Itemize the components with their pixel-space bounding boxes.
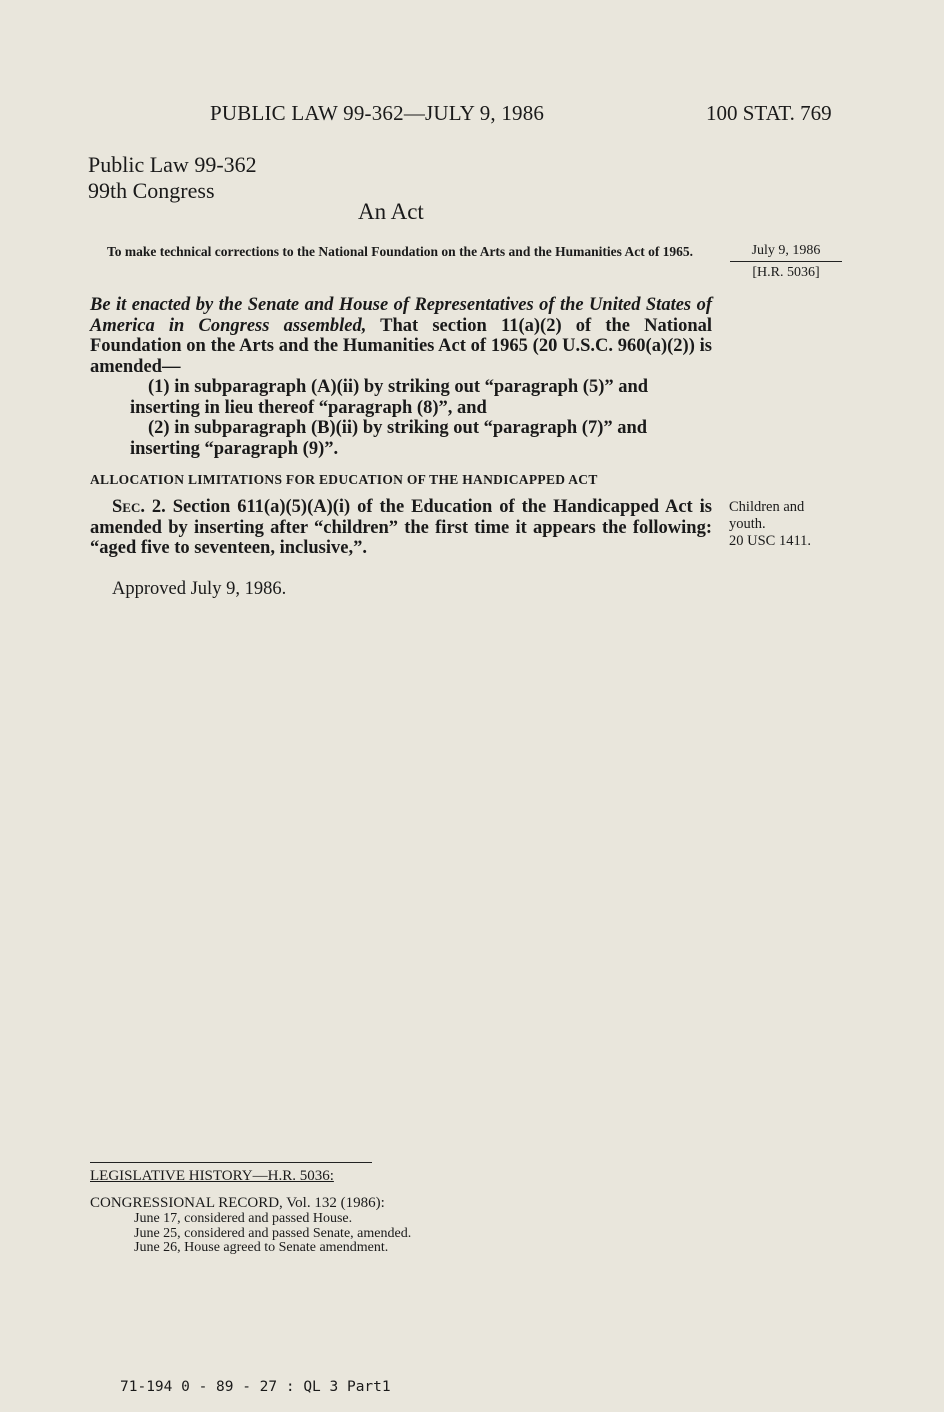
divider xyxy=(90,1162,372,1163)
bill-number: [H.R. 5036] xyxy=(752,265,820,280)
amendment-item xyxy=(90,418,712,459)
legislative-history-title xyxy=(90,1168,334,1185)
enactment-date-note xyxy=(730,240,842,283)
congress-number: 99th Congress xyxy=(88,178,215,203)
section-body: Section 611(a)(5)(A)(i) of the Education of the Handicapped Act is amended by inserting after “children” the first time it appears the following: “aged five to seventeen, inclusive,”. xyxy=(90,497,712,558)
amendment-line: (1) in subparagraph (A)(ii) by striking out “paragraph (5)” and xyxy=(148,377,649,397)
margin-note-line: Children and xyxy=(729,499,805,515)
legislative-history-entries xyxy=(134,1212,411,1256)
margin-note xyxy=(729,499,839,550)
margin-note-line: youth. xyxy=(729,516,766,532)
running-header-stat: 100 STAT. 769 xyxy=(706,101,832,125)
act-heading: An Act xyxy=(358,199,424,224)
section-2-text xyxy=(90,497,712,559)
act-purpose: To make technical corrections to the National Foundation on the Arts and the Humanities Act of 1965. xyxy=(106,244,694,259)
approval-date: Approved July 9, 1986. xyxy=(112,579,287,599)
enacting-clause-text: That section 11(a)(2) of the National Foundation on the Arts and the Humanities Act of 1965 (20 U.S.C. 960(a)(2)) is amended— xyxy=(90,315,712,377)
enacting-clause-italic: Be it enacted by the Senate and House of Representatives of the United States of America in Congress assembled, xyxy=(90,295,712,336)
legislative-history-title-text: LEGISLATIVE HISTORY—H.R. 5036: xyxy=(90,1168,334,1184)
section-label: Sec. 2. xyxy=(112,497,166,517)
list-item: June 26, House agreed to Senate amendment. xyxy=(134,1240,389,1255)
section-heading: ALLOCATION LIMITATIONS FOR EDUCATION OF THE HANDICAPPED ACT xyxy=(90,472,598,487)
amendment-line: inserting in lieu thereof “paragraph (8)”, and xyxy=(130,397,487,418)
enacting-clause xyxy=(90,295,712,377)
enactment-date: July 9, 1986 xyxy=(730,240,842,262)
amendment-line: inserting “paragraph (9)”. xyxy=(130,438,339,459)
print-code: 71-194 0 - 89 - 27 : QL 3 Part1 xyxy=(120,1379,391,1395)
amendment-line: (2) in subparagraph (B)(ii) by striking out “paragraph (7)” and xyxy=(148,418,648,438)
margin-note-line: 20 USC 1411. xyxy=(729,533,812,549)
list-item: June 17, considered and passed House. xyxy=(134,1211,353,1226)
public-law-number: Public Law 99-362 xyxy=(88,152,257,177)
list-item: June 25, considered and passed Senate, amended. xyxy=(134,1225,412,1241)
congressional-record: CONGRESSIONAL RECORD, Vol. 132 (1986): xyxy=(90,1195,385,1211)
running-header-title: PUBLIC LAW 99-362—JULY 9, 1986 xyxy=(210,101,545,125)
amendment-item xyxy=(90,377,712,418)
